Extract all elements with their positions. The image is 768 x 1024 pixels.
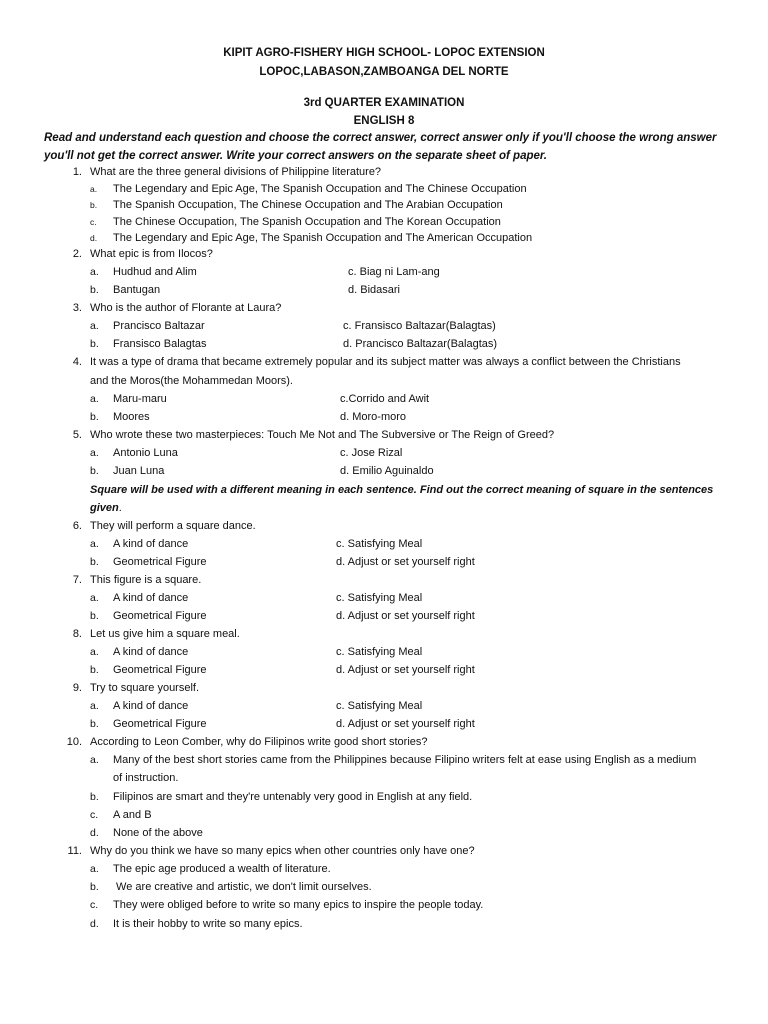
option-b: Geometrical Figure [113,610,207,622]
option-a: Antonio Luna [113,447,178,459]
option-c: c. Fransisco Baltazar(Balagtas) [343,320,496,332]
option-letter: b. [90,200,98,210]
option-letter: a. [90,646,99,658]
option-b: Fransisco Balagtas [113,338,207,350]
option-a: A kind of dance [113,592,189,604]
option-b: Juan Luna [113,465,165,477]
option-d: d. Bidasari [348,284,400,296]
option-a: The epic age produced a wealth of literature. [113,863,331,875]
option-letter: b. [90,411,99,423]
option-d: d. Adjust or set yourself right [336,718,475,730]
question-number: 10. [66,736,82,748]
question-number: 4. [72,356,82,368]
option-letter: b. [90,284,99,296]
option-letter: a. [90,538,99,550]
question-text: They will perform a square dance. [90,520,256,532]
option-a: Maru-maru [113,393,167,405]
question-text: Who wrote these two masterpieces: Touch Me Not and The Subversive or The Reign of Greed? [90,429,555,441]
option-b: Bantugan [113,284,161,296]
option-c: c. Biag ni Lam-ang [348,266,440,278]
option-c: c. Satisfying Meal [336,592,423,604]
option-a: The Legendary and Epic Age, The Spanish Occupation and The Chinese Occupation [113,183,527,195]
question-text: This figure is a square. [90,574,202,586]
option-b: Geometrical Figure [113,718,207,730]
option-c: c. Jose Rizal [340,447,403,459]
option-letter: c. [90,899,99,911]
school-address: LOPOC,LABASON,ZAMBOANGA DEL NORTE [259,66,509,78]
option-c: c. Satisfying Meal [336,646,423,658]
option-d: d. Adjust or set yourself right [336,556,475,568]
exam-title: 3rd QUARTER EXAMINATION [303,97,465,109]
option-c: A and B [113,809,152,821]
question-number: 5. [72,429,82,441]
option-d: d. Adjust or set yourself right [336,664,475,676]
subject-title: ENGLISH 8 [353,115,415,127]
option-letter: a. [90,447,99,459]
square-instructions-line-2 [90,501,122,515]
option-letter: b. [90,718,99,730]
question-number: 3. [72,302,82,314]
question-text: Who is the author of Florante at Laura? [90,302,282,314]
question-number: 9. [72,682,82,694]
question-number: 8. [72,628,82,640]
question-text: Try to square yourself. [90,682,200,694]
question-text-line-1: It was a type of drama that became extremely popular and its subject matter was always a conflict between the Christians [90,356,681,368]
question-text: What epic is from Ilocos? [90,248,213,260]
option-a-line-1: Many of the best short stories came from the Philippines because Filipino writers felt at ease using English as a medium [113,754,697,766]
option-letter: d. [90,233,98,243]
option-a: A kind of dance [113,538,189,550]
option-c: The Chinese Occupation, The Spanish Occupation and The Korean Occupation [113,216,501,228]
question-number: 1. [72,166,82,178]
instructions-line-2: you'll not get the correct answer. Write your correct answers on the separate sheet of paper. [44,150,547,162]
option-a: A kind of dance [113,700,189,712]
option-letter: d. [90,918,99,930]
school-name: KIPIT AGRO-FISHERY HIGH SCHOOL- LOPOC EXTENSION [223,47,545,59]
option-letter: a. [90,184,98,194]
instructions-line-1: Read and understand each question and choose the correct answer, correct answer only if you'll choose the wrong answer [44,132,717,144]
option-letter: b. [90,556,99,568]
option-a: A kind of dance [113,646,189,658]
option-d: d. Adjust or set yourself right [336,610,475,622]
question-text: Why do you think we have so many epics when other countries only have one? [90,845,475,857]
option-b: The Spanish Occupation, The Chinese Occupation and The Arabian Occupation [113,199,503,211]
question-text: What are the three general divisions of Philippine literature? [90,166,382,178]
option-letter: b. [90,881,99,893]
option-a-line-2: of instruction. [113,772,179,784]
option-b: Moores [113,411,150,423]
option-letter: c. [90,809,99,821]
square-instructions-period: . [118,502,122,514]
option-letter: b. [90,338,99,350]
option-b: Geometrical Figure [113,556,207,568]
option-c: c. Satisfying Meal [336,700,423,712]
option-c: c.Corrido and Awit [340,393,430,405]
option-b: Filipinos are smart and they're untenably very good in English at any field. [113,791,473,803]
option-letter: b. [90,791,99,803]
option-letter: b. [90,465,99,477]
square-instructions-line-1: Square will be used with a different meaning in each sentence. Find out the correct meaning of square in the sentences [90,484,714,496]
option-c: c. Satisfying Meal [336,538,423,550]
option-letter: a. [90,754,99,766]
question-number: 7. [72,574,82,586]
question-text: According to Leon Comber, why do Filipinos write good short stories? [90,736,428,748]
option-letter: a. [90,863,99,875]
option-letter: a. [90,320,99,332]
option-a: Hudhud and Alim [113,266,197,278]
option-d: None of the above [113,827,203,839]
question-number: 6. [72,520,82,532]
option-a: Prancisco Baltazar [113,320,205,332]
question-text: Let us give him a square meal. [90,628,240,640]
square-instructions-given: given [90,502,119,514]
option-d: It is their hobby to write so many epics. [113,918,303,930]
option-letter: a. [90,266,99,278]
option-letter: c. [90,217,97,227]
option-d: d. Moro-moro [340,411,407,423]
option-b: We are creative and artistic, we don't limit ourselves. [113,881,372,893]
option-c: They were obliged before to write so many epics to inspire the people today. [113,899,484,911]
option-d: d. Emilio Aguinaldo [340,465,434,477]
option-d: The Legendary and Epic Age, The Spanish Occupation and The American Occupation [113,232,533,244]
question-number: 11. [67,845,82,857]
option-letter: a. [90,700,99,712]
option-letter: d. [90,827,99,839]
option-d: d. Prancisco Baltazar(Balagtas) [343,338,498,350]
option-letter: a. [90,393,99,405]
option-letter: b. [90,610,99,622]
question-text-line-2: and the Moros(the Mohammedan Moors). [90,375,293,387]
option-letter: a. [90,592,99,604]
option-b: Geometrical Figure [113,664,207,676]
option-letter: b. [90,664,99,676]
question-number: 2. [72,248,82,260]
